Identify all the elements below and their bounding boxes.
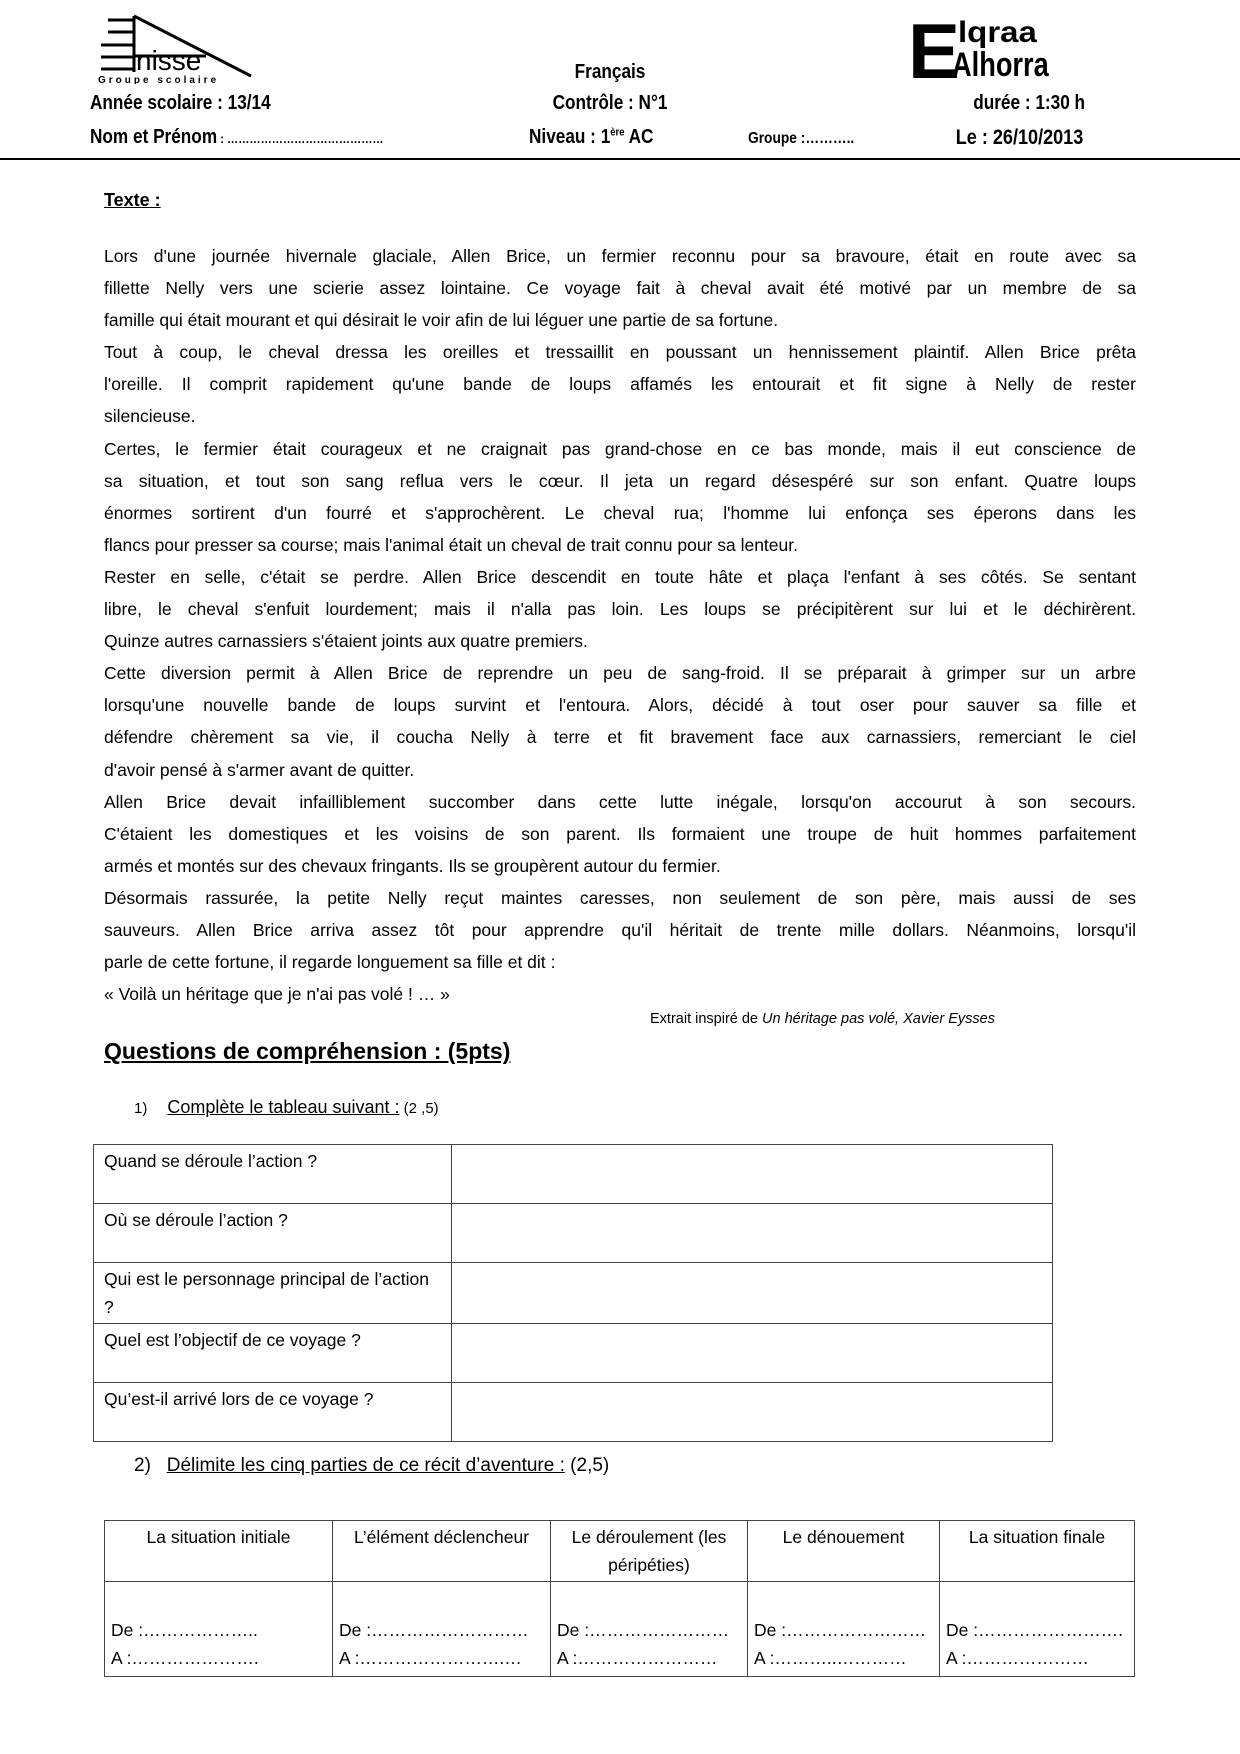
text-line: « Voilà un héritage que je n'ai pas volé ! … » <box>104 984 450 1005</box>
text-line: l'oreille. Il comprit rapidement qu'une bande de loups affamés les entourait et fit signe à Nelly de rester <box>104 374 1136 395</box>
header-divider <box>0 158 1240 160</box>
question-cell: Qui est le personnage principal de l’action ? <box>94 1263 452 1324</box>
from-field[interactable]: De :……………………. <box>946 1620 1123 1640</box>
questions-title: Questions de compréhension : (5pts) <box>104 1038 511 1064</box>
text-line: famille qui était mourant et qui désirait le voir afin de lui léguer une partie de sa fortune. <box>104 310 779 331</box>
to-field[interactable]: A :………………… <box>946 1648 1089 1668</box>
part-header: Le dénouement <box>748 1521 940 1582</box>
text-line: Désormais rassurée, la petite Nelly reçut maintes caresses, non seulement de son père, mais aussi de ses <box>104 887 1136 908</box>
question-cell: Quand se déroule l’action ? <box>94 1145 452 1204</box>
reading-text <box>104 240 1136 1010</box>
narrative-parts-table <box>104 1520 1135 1677</box>
text-line: parle de cette fortune, il regarde longuement sa fille et dit : <box>104 952 556 973</box>
answer-cell[interactable] <box>452 1145 1053 1204</box>
answer-cell[interactable] <box>452 1263 1053 1324</box>
svg-text:Groupe scolaire: Groupe scolaire <box>98 75 220 84</box>
table-row <box>94 1324 1053 1383</box>
text-line: flancs pour presser sa course; mais l'animal était un cheval de trait connu pour sa lenteur. <box>104 534 798 555</box>
exam-number: Contrôle : N°1 <box>552 92 668 114</box>
name-label: Nom et Prénom <box>90 126 218 148</box>
part-answer-cell[interactable] <box>748 1582 940 1677</box>
part-answer-cell[interactable] <box>333 1582 551 1677</box>
text-line: Quinze autres carnassiers s'étaient joints aux quatre premiers. <box>104 631 588 652</box>
part-header: La situation initiale <box>105 1521 333 1582</box>
table-row <box>94 1263 1053 1324</box>
elnisse-logo <box>96 12 311 84</box>
text-line: Rester en selle, c'était se perdre. Allen Brice descendit en toute hâte et plaça l'enfant à ses côtés. Se sentant <box>104 566 1136 587</box>
part-answer-cell[interactable] <box>105 1582 333 1677</box>
answer-cell[interactable] <box>452 1383 1053 1442</box>
text-line: Cette diversion permit à Allen Brice de reprendre un peu de sang-froid. Il se préparait à grimper sur un arbre <box>104 663 1136 684</box>
text-line: fillette Nelly vers une scierie assez lointaine. Ce voyage fait à cheval avait été motivé par un membre de sa <box>104 278 1136 299</box>
text-line: C'étaient les domestiques et les voisins de son parent. Ils formaient une troupe de huit hommes parfaitement <box>104 823 1136 844</box>
elqraa-logo: E lqraa Alhorra <box>908 7 1049 95</box>
text-line: énormes sortirent d'un fourré et s'approchèrent. Le cheval rua; l'homme lui enfonça ses éperons dans les <box>104 502 1136 523</box>
question-cell: Où se déroule l’action ? <box>94 1204 452 1263</box>
part-header: Le déroulement (les péripéties) <box>551 1521 748 1582</box>
duration: durée : 1:30 h <box>973 92 1085 114</box>
to-field[interactable]: A :…………………….… <box>339 1648 522 1668</box>
part-answer-cell[interactable] <box>551 1582 748 1677</box>
from-field[interactable]: De :……………….. <box>111 1620 258 1640</box>
from-field[interactable]: De :…………………… <box>557 1620 730 1640</box>
header-row <box>105 1521 1135 1582</box>
to-field[interactable]: A :…………………. <box>111 1648 259 1668</box>
to-field[interactable]: A :…………………… <box>557 1648 718 1668</box>
text-line: libre, le cheval s'enfuit lourdement; mais il n'alla pas loin. Les loups se précipitèrent sur lui et le déchirèrent. <box>104 599 1136 620</box>
from-field[interactable]: De :…………………… <box>754 1620 927 1640</box>
answer-row <box>105 1582 1135 1677</box>
text-line: silencieuse. <box>104 406 196 427</box>
comprehension-table-1 <box>93 1144 1053 1442</box>
text-line: Certes, le fermier était courageux et ne craignait pas grand-chose en ce bas monde, mais il eut conscience de <box>104 438 1136 459</box>
part-header: L’élément déclencheur <box>333 1521 551 1582</box>
from-field[interactable]: De :……………………… <box>339 1620 529 1640</box>
student-name-field[interactable] <box>90 126 384 149</box>
text-line: défendre chèrement sa vie, il coucha Nelly à terre et fit bravement face aux carnassiers, remerciant le ciel <box>104 727 1136 748</box>
text-line: sauveurs. Allen Brice arriva assez tôt pour apprendre qu'il héritait de trente mille dollars. Néanmoins, lorsqu'il <box>104 919 1136 940</box>
group-field[interactable]: Groupe :……….. <box>748 130 855 147</box>
text-line: sa situation, et tout son sang reflua vers le cœur. Il jeta un regard désespéré sur son enfant. Quatre loups <box>104 470 1136 491</box>
text-line: lorsqu'une nouvelle bande de loups survint et l'entoura. Alors, décidé à tout oser pour sauver sa fille et <box>104 695 1136 716</box>
question-cell: Quel est l’objectif de ce voyage ? <box>94 1324 452 1383</box>
part-header: La situation finale <box>940 1521 1135 1582</box>
level: Niveau : 1ère AC <box>529 126 654 148</box>
question-cell: Qu’est-il arrivé lors de ce voyage ? <box>94 1383 452 1442</box>
part-answer-cell[interactable] <box>940 1582 1135 1677</box>
subject: Français <box>574 61 646 83</box>
to-field[interactable]: A :………..………… <box>754 1648 907 1668</box>
table-row <box>94 1145 1053 1204</box>
text-line: Lors d'une journée hivernale glaciale, Allen Brice, un fermier reconnu pour sa bravoure, était en route avec sa <box>104 246 1136 266</box>
source-citation: Extrait inspiré de Un héritage pas volé, Xavier Eysses <box>650 1011 995 1027</box>
answer-cell[interactable] <box>452 1204 1053 1263</box>
svg-text:nisse: nisse <box>136 45 202 76</box>
text-line: d'avoir pensé à s'armer avant de quitter. <box>104 759 415 780</box>
name-blank: : …………………………………… <box>217 131 384 146</box>
text-line: armés et montés sur des chevaux fringants. Ils se groupèrent autour du fermier. <box>104 855 721 876</box>
school-year: Année scolaire : 13/14 <box>90 92 271 114</box>
text-line: Allen Brice devait infailliblement succomber dans cette lutte inégale, lorsqu'on accourut à son secours. <box>104 791 1136 812</box>
date: Le : 26/10/2013 <box>955 126 1083 149</box>
text-title: Texte : <box>104 190 161 210</box>
table-row <box>94 1204 1053 1263</box>
text-line: Tout à coup, le cheval dressa les oreilles et tressaillit en poussant un hennissement plaintif. Allen Brice prêta <box>104 342 1136 363</box>
question-1: 1) Complète le tableau suivant : (2 ,5) <box>134 1097 439 1117</box>
question-2: 2) Délimite les cinq parties de ce récit d’aventure : (2,5) <box>134 1455 610 1476</box>
table-row <box>94 1383 1053 1442</box>
answer-cell[interactable] <box>452 1324 1053 1383</box>
